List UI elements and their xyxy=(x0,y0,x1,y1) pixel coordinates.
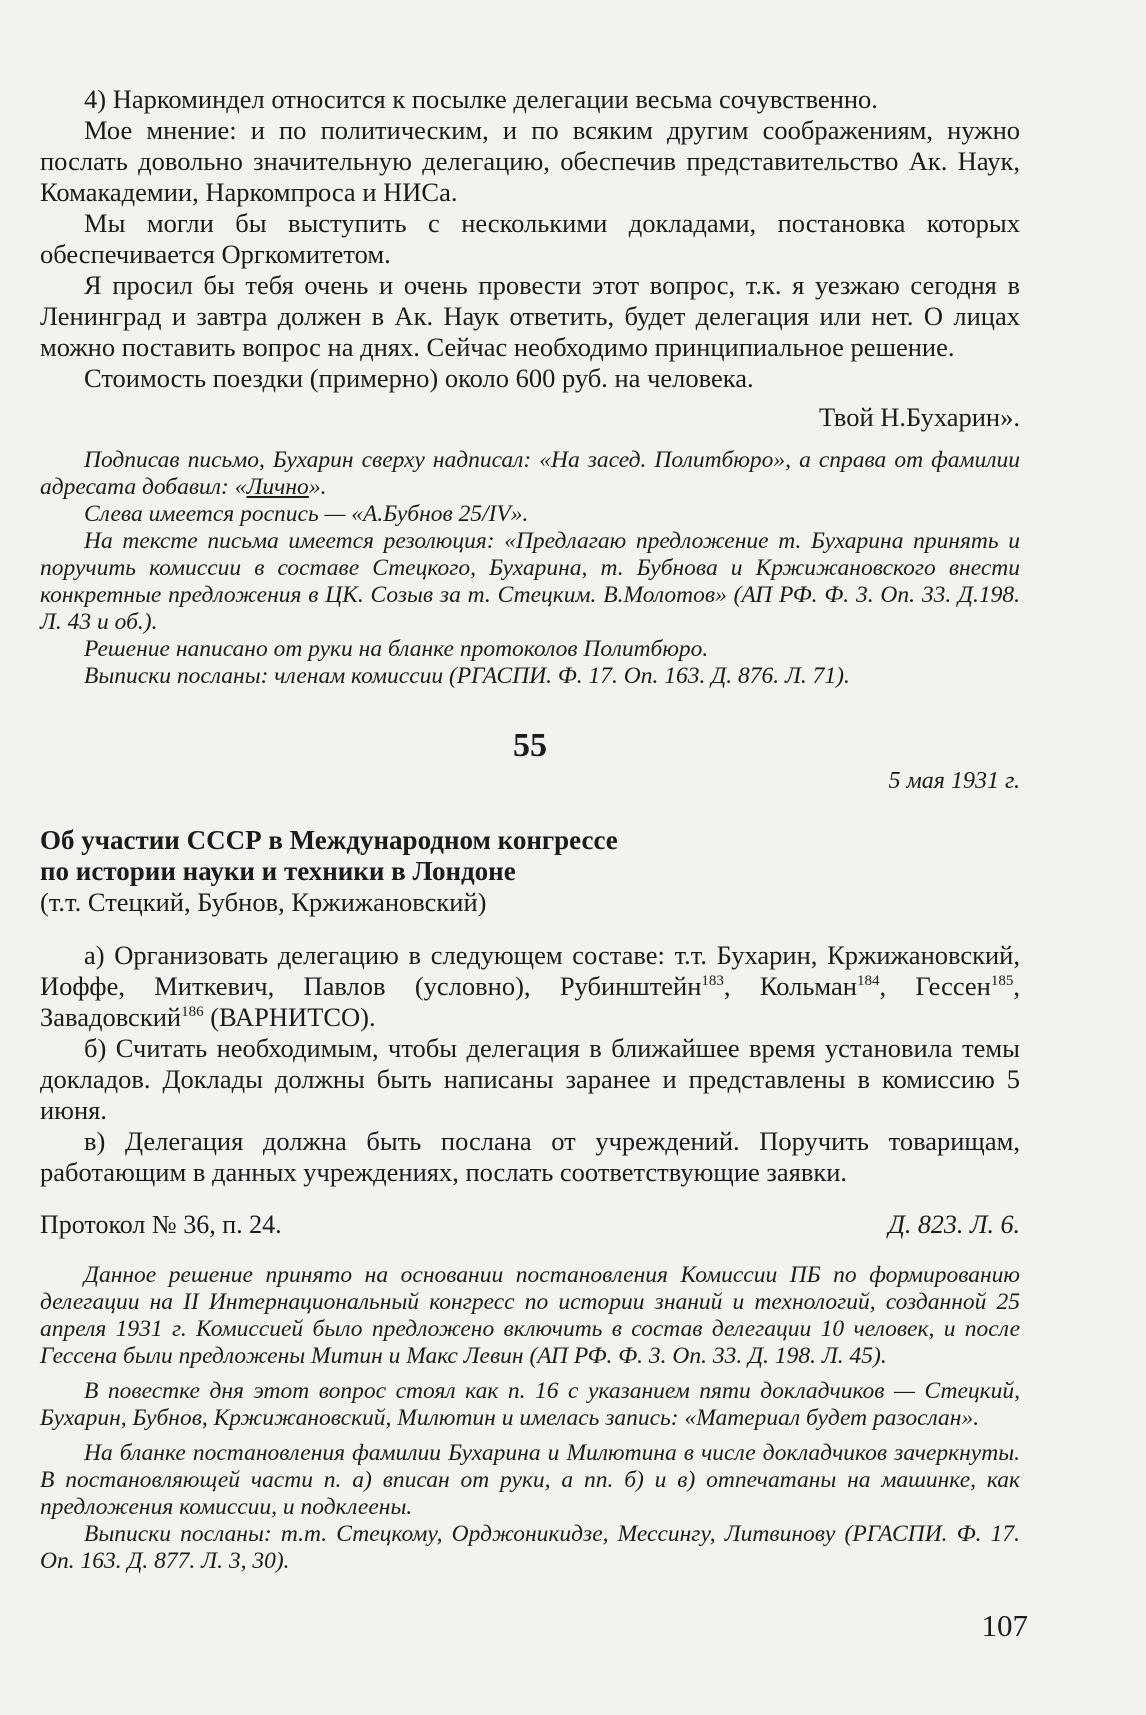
note-signed xyxy=(40,447,1020,501)
letter-paragraph-5: Стоимость поездки (примерно) около 600 руб. на человека. xyxy=(84,363,754,393)
footnote-ref-183: 183 xyxy=(701,973,724,990)
archival-notes-2 xyxy=(40,1262,1020,1575)
protocol-archive-ref: Д. 823. Л. 6. xyxy=(888,1210,1020,1239)
document-title-line-1: Об участии СССР в Международном конгрессе xyxy=(40,825,618,855)
note-signed-underlined: Лично xyxy=(246,474,309,500)
decision-a-text: а) Организовать делегацию в следующем составе: т.т. Бухарин, Кржижановский, Иоффе, Миткевич, Павлов (условно), Рубинштейн xyxy=(40,940,1020,1001)
decision-a-text-4: , Завадовский xyxy=(40,971,1020,1032)
letter-paragraph-3: Мы могли бы выступить с несколькими докладами, постановка которых обеспечивается Оргкомитетом. xyxy=(40,208,1020,269)
letter-paragraph-2: Мое мнение: и по политическим, и по всяким другим соображениям, нужно послать довольно значительную делегацию, обеспечив представительство Ак. Наук, Комакадемии, Наркомпроса и НИСа. xyxy=(40,115,1020,207)
document-date: 5 мая 1931 г. xyxy=(888,768,1020,794)
protocol-number: Протокол № 36, п. 24. xyxy=(40,1210,282,1239)
decision-a-text-3: , Гессен xyxy=(879,971,991,1001)
letter-section xyxy=(40,84,1020,1575)
note-signed-end: ». xyxy=(308,474,327,500)
footnote-ref-185: 185 xyxy=(990,973,1014,990)
archival-notes-1 xyxy=(40,447,1020,690)
page-number: 107 xyxy=(981,1608,1028,1643)
footnote-ref-186: 186 xyxy=(181,1004,204,1021)
decision-item-c: в) Делегация должна быть послана от учреждений. Поручить товарищам, работающим в данных учреждениях, послать соответствующие заявки. xyxy=(40,1126,1020,1187)
decision-a-text-2: , Кольман xyxy=(723,971,857,1001)
note-agenda: В повестке дня этот вопрос стоял как п. 16 с указанием пяти докладчиков — Стецкий, Бухарин, Бубнов, Кржижановский, Милютин и имелась запись: «Материал будет разослан». xyxy=(40,1378,1020,1431)
decision-section xyxy=(40,940,1020,1188)
decision-item-a xyxy=(40,940,1020,1033)
note-basis: Данное решение принято на основании постановления Комиссии ПБ по формированию делегации на II Интернациональный конгресс по истории знаний и технологий, созданной 25 апреля 1931 г. Комиссией было предложено включить в состав делегации 10 человек, и после Гессена были предложены Митин и Макс Левин (АП РФ. Ф. 3. Оп. 33. Д. 198. Л. 45). xyxy=(40,1262,1020,1369)
note-resolution: На тексте письма имеется резолюция: «Предлагаю предложение т. Бухарина принять и поручить комиссии в составе Стецкого, Бухарина, т. Бубнова и Кржижановского внести конкретные предложения в ЦК. Созыв за т. Стецким. В.Молотов» (АП РФ. Ф. 3. Оп. 33. Д.198. Л. 43 и об.). xyxy=(40,528,1020,635)
letter-paragraph-4: Я просил бы тебя очень и очень провести этот вопрос, т.к. я уезжаю сегодня в Ленинград и завтра должен в Ак. Наук ответить, будет делегация или нет. О лицах можно поставить вопрос на днях. Сейчас необходимо принципиальное решение. xyxy=(40,270,1020,362)
decision-item-b: б) Считать необходимым, чтобы делегация в ближайшее время установила темы докладов. Доклады должны быть написаны заранее и представлены в комиссию 5 июня. xyxy=(40,1033,1020,1125)
note-crossed-out: На бланке постановления фамилии Бухарина и Милютина в числе докладчиков зачеркнуты. В постановляющей части п. а) вписан от руки, а пп. б) и в) отпечатаны на машинке, как предложения комиссии, и подклеены. xyxy=(40,1440,1020,1520)
document-authors: (т.т. Стецкий, Бубнов, Кржижановский) xyxy=(40,887,487,917)
letter-signature: Твой Н.Бухарин». xyxy=(819,402,1020,432)
note-signed-text: Подписав письмо, Бухарин сверху надписал: «На засед. Политбюро», а справа от фамилии адресата добавил: « xyxy=(40,447,1020,500)
document-title-line-2: по истории науки и техники в Лондоне xyxy=(40,856,516,886)
protocol-reference xyxy=(40,1210,1020,1240)
document-number: 55 xyxy=(513,727,547,764)
decision-a-text-5: (ВАРНИТСО). xyxy=(203,1002,376,1032)
document-title xyxy=(40,825,1020,887)
note-extracts: Выписки посланы: членам комиссии (РГАСПИ. Ф. 17. Оп. 163. Д. 876. Л. 71). xyxy=(84,663,850,689)
note-handwritten: Решение написано от руки на бланке протоколов Политбюро. xyxy=(84,636,709,662)
letter-paragraph-1: 4) Наркоминдел относится к посылке делегации весьма сочувственно. xyxy=(84,84,878,114)
note-left-signature: Слева имеется роспись — «А.Бубнов 25/IV». xyxy=(84,501,529,527)
footnote-ref-184: 184 xyxy=(856,973,880,990)
note-extracts-2: Выписки посланы: т.т. Стецкому, Орджоникидзе, Мессингу, Литвинову (РГАСПИ. Ф. 17. Оп. 163. Д. 877. Л. 3, 30). xyxy=(40,1521,1020,1574)
